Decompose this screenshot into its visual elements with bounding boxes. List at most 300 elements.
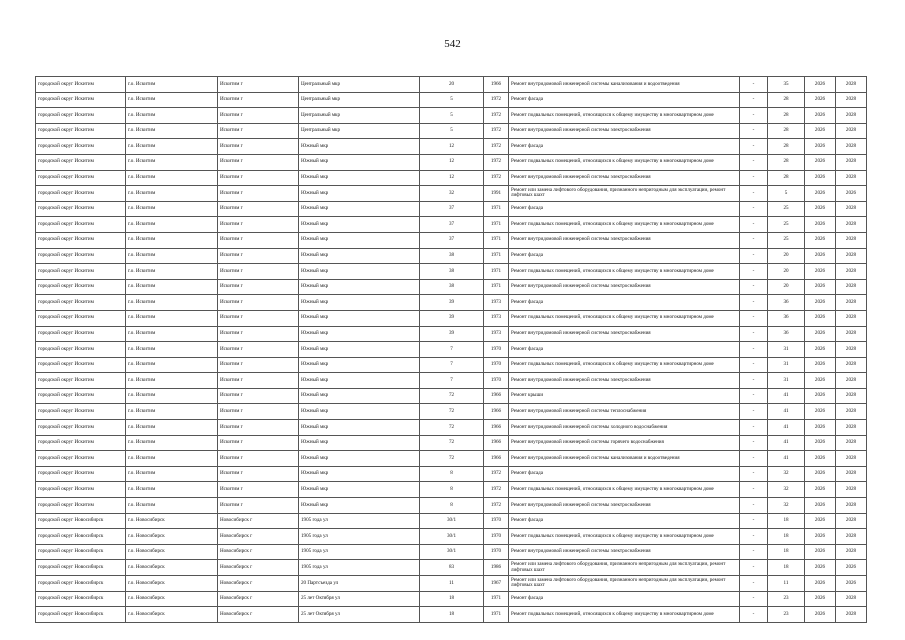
street-cell: Южный мкр xyxy=(299,139,420,155)
house-number-cell: 7 xyxy=(420,373,484,389)
house-number-cell: 37 xyxy=(420,232,484,248)
end-year-cell: 2028 xyxy=(836,139,867,155)
dash-cell: - xyxy=(740,591,768,607)
end-year-cell: 2028 xyxy=(836,544,867,560)
municipality-cell: городской округ Искитим xyxy=(36,326,126,342)
count-cell: 32 xyxy=(768,466,805,482)
district-cell: г.о. Новосибирск xyxy=(126,544,218,560)
table-row xyxy=(36,576,867,592)
municipality-cell: городской округ Искитим xyxy=(36,388,126,404)
year-built-cell: 1971 xyxy=(484,264,509,280)
work-type-cell: Ремонт внутридомовой инженерной системы холодного водоснабжения xyxy=(509,420,740,436)
year-built-cell: 1966 xyxy=(484,404,509,420)
house-number-cell: 72 xyxy=(420,404,484,420)
district-cell: г.о. Искитим xyxy=(126,170,218,186)
work-type-cell: Ремонт внутридомовой инженерной системы электроснабжения xyxy=(509,498,740,514)
municipality-cell: городской округ Новосибирск xyxy=(36,513,126,529)
municipality-cell: городской округ Искитим xyxy=(36,92,126,108)
street-cell: Южный мкр xyxy=(299,435,420,451)
settlement-cell: Искитим г xyxy=(218,357,299,373)
table-row xyxy=(36,342,867,358)
end-year-cell: 2028 xyxy=(836,388,867,404)
street-cell: Центральный мкр xyxy=(299,108,420,124)
end-year-cell: 2028 xyxy=(836,154,867,170)
count-cell: 35 xyxy=(768,77,805,93)
start-year-cell: 2026 xyxy=(805,186,836,202)
work-type-cell: Ремонт или замена лифтового оборудования, признанного непригодным для эксплуатации, ремонт лифтовых шахт xyxy=(509,186,740,202)
end-year-cell: 2028 xyxy=(836,77,867,93)
house-number-cell: 72 xyxy=(420,388,484,404)
district-cell: г.о. Искитим xyxy=(126,420,218,436)
work-type-cell: Ремонт фасада xyxy=(509,139,740,155)
table-row xyxy=(36,482,867,498)
table-row xyxy=(36,201,867,217)
count-cell: 5 xyxy=(768,186,805,202)
house-number-cell: 5 xyxy=(420,123,484,139)
dash-cell: - xyxy=(740,77,768,93)
end-year-cell: 2028 xyxy=(836,232,867,248)
end-year-cell: 2028 xyxy=(836,404,867,420)
municipality-cell: городской округ Искитим xyxy=(36,108,126,124)
work-type-cell: Ремонт фасада xyxy=(509,248,740,264)
dash-cell: - xyxy=(740,388,768,404)
street-cell: Южный мкр xyxy=(299,248,420,264)
street-cell: 1905 года ул xyxy=(299,513,420,529)
dash-cell: - xyxy=(740,357,768,373)
dash-cell: - xyxy=(740,576,768,592)
start-year-cell: 2026 xyxy=(805,451,836,467)
end-year-cell: 2028 xyxy=(836,310,867,326)
year-built-cell: 1972 xyxy=(484,466,509,482)
settlement-cell: Искитим г xyxy=(218,466,299,482)
district-cell: г.о. Новосибирск xyxy=(126,576,218,592)
house-number-cell: 12 xyxy=(420,154,484,170)
dash-cell: - xyxy=(740,544,768,560)
end-year-cell: 2028 xyxy=(836,201,867,217)
dash-cell: - xyxy=(740,466,768,482)
house-number-cell: 12 xyxy=(420,139,484,155)
work-type-cell: Ремонт внутридомовой инженерной системы электроснабжения xyxy=(509,373,740,389)
settlement-cell: Новосибирск г xyxy=(218,607,299,623)
start-year-cell: 2026 xyxy=(805,560,836,576)
district-cell: г.о. Искитим xyxy=(126,186,218,202)
street-cell: Центральный мкр xyxy=(299,77,420,93)
street-cell: Южный мкр xyxy=(299,264,420,280)
end-year-cell: 2028 xyxy=(836,529,867,545)
settlement-cell: Искитим г xyxy=(218,232,299,248)
work-type-cell: Ремонт фасада xyxy=(509,591,740,607)
year-built-cell: 1966 xyxy=(484,435,509,451)
count-cell: 32 xyxy=(768,498,805,514)
start-year-cell: 2026 xyxy=(805,154,836,170)
dash-cell: - xyxy=(740,279,768,295)
work-type-cell: Ремонт внутридомовой инженерной системы электроснабжения xyxy=(509,123,740,139)
table-row xyxy=(36,154,867,170)
work-type-cell: Ремонт внутридомовой инженерной системы электроснабжения xyxy=(509,170,740,186)
settlement-cell: Искитим г xyxy=(218,435,299,451)
dash-cell: - xyxy=(740,92,768,108)
work-type-cell: Ремонт подвальных помещений, относящихся к общему имуществу в многоквартирном доме xyxy=(509,217,740,233)
year-built-cell: 1973 xyxy=(484,310,509,326)
settlement-cell: Новосибирск г xyxy=(218,544,299,560)
house-number-cell: 39 xyxy=(420,310,484,326)
year-built-cell: 1966 xyxy=(484,77,509,93)
settlement-cell: Искитим г xyxy=(218,217,299,233)
start-year-cell: 2026 xyxy=(805,482,836,498)
settlement-cell: Новосибирск г xyxy=(218,591,299,607)
end-year-cell: 2028 xyxy=(836,420,867,436)
street-cell: Южный мкр xyxy=(299,357,420,373)
start-year-cell: 2026 xyxy=(805,373,836,389)
count-cell: 31 xyxy=(768,373,805,389)
count-cell: 28 xyxy=(768,123,805,139)
municipality-cell: городской округ Искитим xyxy=(36,77,126,93)
work-type-cell: Ремонт подвальных помещений, относящихся к общему имуществу в многоквартирном доме xyxy=(509,310,740,326)
end-year-cell: 2028 xyxy=(836,217,867,233)
start-year-cell: 2026 xyxy=(805,295,836,311)
dash-cell: - xyxy=(740,607,768,623)
end-year-cell: 2028 xyxy=(836,295,867,311)
end-year-cell: 2028 xyxy=(836,435,867,451)
table-row xyxy=(36,310,867,326)
municipality-cell: городской округ Искитим xyxy=(36,451,126,467)
end-year-cell: 2028 xyxy=(836,591,867,607)
settlement-cell: Искитим г xyxy=(218,482,299,498)
work-type-cell: Ремонт подвальных помещений, относящихся к общему имуществу в многоквартирном доме xyxy=(509,482,740,498)
street-cell: 25 лет Октября ул xyxy=(299,591,420,607)
district-cell: г.о. Искитим xyxy=(126,466,218,482)
dash-cell: - xyxy=(740,217,768,233)
count-cell: 32 xyxy=(768,482,805,498)
settlement-cell: Искитим г xyxy=(218,139,299,155)
house-number-cell: 32 xyxy=(420,186,484,202)
street-cell: Южный мкр xyxy=(299,451,420,467)
dash-cell: - xyxy=(740,232,768,248)
count-cell: 25 xyxy=(768,232,805,248)
year-built-cell: 1970 xyxy=(484,544,509,560)
end-year-cell: 2028 xyxy=(836,357,867,373)
house-number-cell: 72 xyxy=(420,451,484,467)
municipality-cell: городской округ Искитим xyxy=(36,170,126,186)
house-number-cell: 30/1 xyxy=(420,544,484,560)
work-type-cell: Ремонт или замена лифтового оборудования, признанного непригодным для эксплуатации, ремонт лифтовых шахт xyxy=(509,560,740,576)
year-built-cell: 1972 xyxy=(484,139,509,155)
street-cell: Южный мкр xyxy=(299,373,420,389)
settlement-cell: Искитим г xyxy=(218,451,299,467)
work-type-cell: Ремонт фасада xyxy=(509,201,740,217)
house-number-cell: 12 xyxy=(420,170,484,186)
work-type-cell: Ремонт фасада xyxy=(509,513,740,529)
district-cell: г.о. Искитим xyxy=(126,498,218,514)
year-built-cell: 1970 xyxy=(484,357,509,373)
start-year-cell: 2026 xyxy=(805,607,836,623)
district-cell: г.о. Искитим xyxy=(126,123,218,139)
house-number-cell: 38 xyxy=(420,248,484,264)
count-cell: 28 xyxy=(768,154,805,170)
year-built-cell: 1970 xyxy=(484,373,509,389)
end-year-cell: 2028 xyxy=(836,451,867,467)
settlement-cell: Искитим г xyxy=(218,404,299,420)
count-cell: 18 xyxy=(768,513,805,529)
municipality-cell: городской округ Искитим xyxy=(36,342,126,358)
street-cell: Центральный мкр xyxy=(299,92,420,108)
dash-cell: - xyxy=(740,295,768,311)
settlement-cell: Искитим г xyxy=(218,373,299,389)
district-cell: г.о. Новосибирск xyxy=(126,529,218,545)
year-built-cell: 1972 xyxy=(484,154,509,170)
municipality-cell: городской округ Искитим xyxy=(36,248,126,264)
start-year-cell: 2026 xyxy=(805,466,836,482)
table-row xyxy=(36,544,867,560)
district-cell: г.о. Искитим xyxy=(126,388,218,404)
end-year-cell: 2026 xyxy=(836,576,867,592)
municipality-cell: городской округ Искитим xyxy=(36,498,126,514)
municipality-cell: городской округ Новосибирск xyxy=(36,560,126,576)
count-cell: 31 xyxy=(768,357,805,373)
street-cell: Южный мкр xyxy=(299,404,420,420)
house-number-cell: 18 xyxy=(420,591,484,607)
district-cell: г.о. Новосибирск xyxy=(126,513,218,529)
count-cell: 18 xyxy=(768,544,805,560)
municipality-cell: городской округ Искитим xyxy=(36,123,126,139)
count-cell: 31 xyxy=(768,342,805,358)
house-number-cell: 5 xyxy=(420,92,484,108)
table-row xyxy=(36,248,867,264)
house-number-cell: 8 xyxy=(420,466,484,482)
start-year-cell: 2026 xyxy=(805,420,836,436)
table-row xyxy=(36,123,867,139)
count-cell: 11 xyxy=(768,576,805,592)
settlement-cell: Искитим г xyxy=(218,388,299,404)
street-cell: Южный мкр xyxy=(299,186,420,202)
street-cell: Южный мкр xyxy=(299,154,420,170)
start-year-cell: 2026 xyxy=(805,248,836,264)
district-cell: г.о. Искитим xyxy=(126,139,218,155)
work-type-cell: Ремонт внутридомовой инженерной системы канализования и водоотведения xyxy=(509,451,740,467)
settlement-cell: Новосибирск г xyxy=(218,560,299,576)
dash-cell: - xyxy=(740,513,768,529)
dash-cell: - xyxy=(740,529,768,545)
year-built-cell: 1966 xyxy=(484,451,509,467)
year-built-cell: 1972 xyxy=(484,482,509,498)
year-built-cell: 1971 xyxy=(484,248,509,264)
table-row xyxy=(36,498,867,514)
year-built-cell: 1986 xyxy=(484,560,509,576)
municipality-cell: городской округ Искитим xyxy=(36,404,126,420)
year-built-cell: 1991 xyxy=(484,186,509,202)
year-built-cell: 1971 xyxy=(484,607,509,623)
start-year-cell: 2026 xyxy=(805,529,836,545)
table-row xyxy=(36,264,867,280)
house-number-cell: 72 xyxy=(420,435,484,451)
table-row xyxy=(36,186,867,202)
district-cell: г.о. Искитим xyxy=(126,404,218,420)
count-cell: 20 xyxy=(768,264,805,280)
count-cell: 25 xyxy=(768,217,805,233)
end-year-cell: 2028 xyxy=(836,279,867,295)
municipality-cell: городской округ Искитим xyxy=(36,139,126,155)
start-year-cell: 2026 xyxy=(805,591,836,607)
work-type-cell: Ремонт внутридомовой инженерной системы горячего водоснабжения xyxy=(509,435,740,451)
repair-schedule-table xyxy=(35,76,867,623)
house-number-cell: 8 xyxy=(420,482,484,498)
end-year-cell: 2028 xyxy=(836,108,867,124)
municipality-cell: городской округ Искитим xyxy=(36,217,126,233)
district-cell: г.о. Искитим xyxy=(126,342,218,358)
municipality-cell: городской округ Искитим xyxy=(36,466,126,482)
house-number-cell: 38 xyxy=(420,264,484,280)
table-row xyxy=(36,139,867,155)
dash-cell: - xyxy=(740,342,768,358)
count-cell: 23 xyxy=(768,591,805,607)
house-number-cell: 30/1 xyxy=(420,529,484,545)
settlement-cell: Новосибирск г xyxy=(218,529,299,545)
end-year-cell: 2028 xyxy=(836,482,867,498)
end-year-cell: 2028 xyxy=(836,607,867,623)
house-number-cell: 18 xyxy=(420,607,484,623)
count-cell: 41 xyxy=(768,420,805,436)
work-type-cell: Ремонт внутридомовой инженерной системы электроснабжения xyxy=(509,232,740,248)
table-row xyxy=(36,373,867,389)
start-year-cell: 2026 xyxy=(805,404,836,420)
start-year-cell: 2026 xyxy=(805,544,836,560)
settlement-cell: Искитим г xyxy=(218,279,299,295)
district-cell: г.о. Новосибирск xyxy=(126,591,218,607)
end-year-cell: 2028 xyxy=(836,342,867,358)
street-cell: Южный мкр xyxy=(299,388,420,404)
work-type-cell: Ремонт фасада xyxy=(509,295,740,311)
house-number-cell: 7 xyxy=(420,357,484,373)
municipality-cell: городской округ Искитим xyxy=(36,420,126,436)
dash-cell: - xyxy=(740,170,768,186)
district-cell: г.о. Искитим xyxy=(126,154,218,170)
count-cell: 28 xyxy=(768,108,805,124)
house-number-cell: 39 xyxy=(420,326,484,342)
district-cell: г.о. Искитим xyxy=(126,217,218,233)
start-year-cell: 2026 xyxy=(805,108,836,124)
count-cell: 28 xyxy=(768,92,805,108)
dash-cell: - xyxy=(740,123,768,139)
dash-cell: - xyxy=(740,560,768,576)
settlement-cell: Искитим г xyxy=(218,498,299,514)
settlement-cell: Искитим г xyxy=(218,248,299,264)
start-year-cell: 2026 xyxy=(805,264,836,280)
street-cell: Южный мкр xyxy=(299,310,420,326)
settlement-cell: Искитим г xyxy=(218,108,299,124)
dash-cell: - xyxy=(740,420,768,436)
district-cell: г.о. Искитим xyxy=(126,326,218,342)
work-type-cell: Ремонт внутридомовой инженерной системы теплоснабжения xyxy=(509,404,740,420)
settlement-cell: Искитим г xyxy=(218,326,299,342)
district-cell: г.о. Искитим xyxy=(126,92,218,108)
dash-cell: - xyxy=(740,264,768,280)
table-row xyxy=(36,607,867,623)
count-cell: 18 xyxy=(768,529,805,545)
year-built-cell: 1972 xyxy=(484,170,509,186)
end-year-cell: 2026 xyxy=(836,560,867,576)
dash-cell: - xyxy=(740,139,768,155)
municipality-cell: городской округ Искитим xyxy=(36,279,126,295)
count-cell: 28 xyxy=(768,170,805,186)
year-built-cell: 1971 xyxy=(484,591,509,607)
count-cell: 25 xyxy=(768,201,805,217)
street-cell: Южный мкр xyxy=(299,232,420,248)
municipality-cell: городской округ Искитим xyxy=(36,482,126,498)
count-cell: 23 xyxy=(768,607,805,623)
district-cell: г.о. Искитим xyxy=(126,279,218,295)
district-cell: г.о. Искитим xyxy=(126,435,218,451)
start-year-cell: 2026 xyxy=(805,139,836,155)
municipality-cell: городской округ Искитим xyxy=(36,264,126,280)
end-year-cell: 2028 xyxy=(836,513,867,529)
dash-cell: - xyxy=(740,310,768,326)
table-row xyxy=(36,108,867,124)
page-number: 542 xyxy=(444,38,461,50)
house-number-cell: 8 xyxy=(420,498,484,514)
settlement-cell: Искитим г xyxy=(218,77,299,93)
table-row xyxy=(36,513,867,529)
settlement-cell: Искитим г xyxy=(218,170,299,186)
settlement-cell: Искитим г xyxy=(218,123,299,139)
year-built-cell: 1967 xyxy=(484,576,509,592)
year-built-cell: 1973 xyxy=(484,295,509,311)
street-cell: Южный мкр xyxy=(299,326,420,342)
street-cell: 25 лет Октября ул xyxy=(299,607,420,623)
district-cell: г.о. Искитим xyxy=(126,451,218,467)
work-type-cell: Ремонт внутридомовой инженерной системы электроснабжения xyxy=(509,544,740,560)
count-cell: 41 xyxy=(768,435,805,451)
settlement-cell: Искитим г xyxy=(218,264,299,280)
count-cell: 20 xyxy=(768,248,805,264)
year-built-cell: 1966 xyxy=(484,420,509,436)
dash-cell: - xyxy=(740,498,768,514)
settlement-cell: Искитим г xyxy=(218,201,299,217)
street-cell: Южный мкр xyxy=(299,342,420,358)
work-type-cell: Ремонт фасада xyxy=(509,342,740,358)
table-row xyxy=(36,77,867,93)
settlement-cell: Искитим г xyxy=(218,295,299,311)
district-cell: г.о. Искитим xyxy=(126,373,218,389)
start-year-cell: 2026 xyxy=(805,77,836,93)
municipality-cell: городской округ Искитим xyxy=(36,232,126,248)
table-row xyxy=(36,466,867,482)
work-type-cell: Ремонт фасада xyxy=(509,466,740,482)
year-built-cell: 1966 xyxy=(484,388,509,404)
house-number-cell: 5 xyxy=(420,108,484,124)
count-cell: 41 xyxy=(768,404,805,420)
settlement-cell: Искитим г xyxy=(218,342,299,358)
municipality-cell: городской округ Искитим xyxy=(36,435,126,451)
dash-cell: - xyxy=(740,326,768,342)
year-built-cell: 1971 xyxy=(484,232,509,248)
municipality-cell: городской округ Искитим xyxy=(36,310,126,326)
municipality-cell: городской округ Искитим xyxy=(36,186,126,202)
year-built-cell: 1972 xyxy=(484,92,509,108)
street-cell: Центральный мкр xyxy=(299,123,420,139)
year-built-cell: 1973 xyxy=(484,326,509,342)
count-cell: 36 xyxy=(768,295,805,311)
dash-cell: - xyxy=(740,373,768,389)
start-year-cell: 2026 xyxy=(805,326,836,342)
year-built-cell: 1972 xyxy=(484,498,509,514)
dash-cell: - xyxy=(740,154,768,170)
count-cell: 18 xyxy=(768,560,805,576)
work-type-cell: Ремонт подвальных помещений, относящихся к общему имуществу в многоквартирном доме xyxy=(509,108,740,124)
settlement-cell: Искитим г xyxy=(218,186,299,202)
end-year-cell: 2028 xyxy=(836,373,867,389)
house-number-cell: 83 xyxy=(420,560,484,576)
municipality-cell: городской округ Искитим xyxy=(36,373,126,389)
